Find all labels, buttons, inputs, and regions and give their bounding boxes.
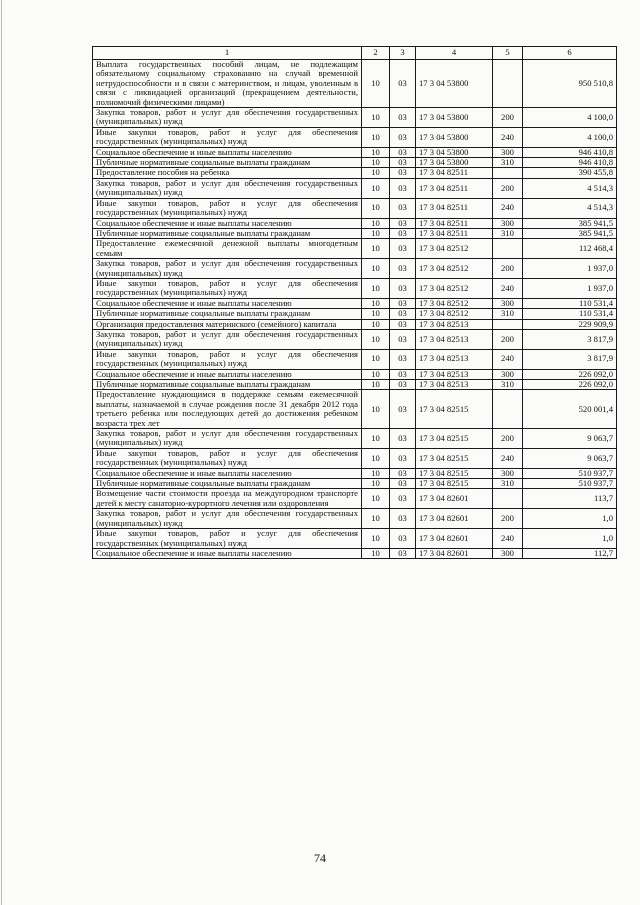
table-row (93, 178, 617, 198)
row-target-code: 17 3 04 82512 (416, 239, 493, 259)
row-expense-type: 240 (493, 127, 523, 147)
row-target-code: 17 3 04 82513 (416, 349, 493, 369)
budget-table (92, 46, 617, 559)
row-amount: 3 817,9 (523, 349, 617, 369)
table-row (93, 479, 617, 489)
row-expense-type: 240 (493, 349, 523, 369)
row-section-code: 10 (362, 349, 390, 369)
row-amount: 520 001,4 (523, 390, 617, 429)
row-description: Иные закупки товаров, работ и услуг для обеспечения государственных (муниципальных) нужд (93, 349, 362, 369)
row-target-code: 17 3 04 82601 (416, 509, 493, 529)
row-description: Закупка товаров, работ и услуг для обеспечения государственных (муниципальных) нужд (93, 329, 362, 349)
row-target-code: 17 3 04 82515 (416, 448, 493, 468)
row-target-code: 17 3 04 53800 (416, 127, 493, 147)
header-col-1: 1 (93, 47, 362, 60)
scan-edge-line (1, 0, 2, 905)
row-subsection-code: 03 (390, 468, 416, 478)
row-section-code: 10 (362, 548, 390, 558)
row-description: Закупка товаров, работ и услуг для обеспечения государственных (муниципальных) нужд (93, 509, 362, 529)
row-amount: 510 937,7 (523, 479, 617, 489)
row-description: Публичные нормативные социальные выплаты гражданам (93, 479, 362, 489)
row-target-code: 17 3 04 82511 (416, 228, 493, 238)
row-subsection-code: 03 (390, 349, 416, 369)
row-target-code: 17 3 04 53800 (416, 147, 493, 157)
row-target-code: 17 3 04 82515 (416, 479, 493, 489)
table-row (93, 369, 617, 379)
row-expense-type (493, 239, 523, 259)
row-subsection-code: 03 (390, 429, 416, 449)
row-description: Закупка товаров, работ и услуг для обеспечения государственных (муниципальных) нужд (93, 178, 362, 198)
row-subsection-code: 03 (390, 108, 416, 128)
table-row (93, 168, 617, 178)
row-target-code: 17 3 04 82513 (416, 380, 493, 390)
row-section-code: 10 (362, 309, 390, 319)
row-section-code: 10 (362, 298, 390, 308)
header-col-2: 2 (362, 47, 390, 60)
row-target-code: 17 3 04 82511 (416, 178, 493, 198)
row-target-code: 17 3 04 82601 (416, 529, 493, 549)
row-subsection-code: 03 (390, 278, 416, 298)
row-description: Социальное обеспечение и иные выплаты населению (93, 548, 362, 558)
row-amount: 946 410,8 (523, 147, 617, 157)
row-subsection-code: 03 (390, 198, 416, 218)
row-amount: 3 817,9 (523, 329, 617, 349)
row-description: Выплата государственных пособий лицам, не подлежащим обязательному социальному страхованию на случай временной нетрудоспособности и в связи с материнством, и лицам, уволенным в связи с ликвидацией организаций (прекращением деятельности, полномочий физическими лицами) (93, 60, 362, 108)
row-description: Иные закупки товаров, работ и услуг для обеспечения государственных (муниципальных) нужд (93, 529, 362, 549)
row-amount: 1,0 (523, 509, 617, 529)
row-section-code: 10 (362, 60, 390, 108)
row-expense-type: 300 (493, 147, 523, 157)
row-amount: 9 063,7 (523, 429, 617, 449)
row-amount: 385 941,5 (523, 228, 617, 238)
row-target-code: 17 3 04 82513 (416, 319, 493, 329)
row-expense-type (493, 390, 523, 429)
table-row (93, 548, 617, 558)
row-subsection-code: 03 (390, 390, 416, 429)
row-section-code: 10 (362, 489, 390, 509)
row-expense-type: 240 (493, 198, 523, 218)
row-description: Социальное обеспечение и иные выплаты населению (93, 468, 362, 478)
row-target-code: 17 3 04 82515 (416, 429, 493, 449)
row-amount: 385 941,5 (523, 218, 617, 228)
row-expense-type: 310 (493, 309, 523, 319)
row-amount: 390 455,8 (523, 168, 617, 178)
row-subsection-code: 03 (390, 239, 416, 259)
row-section-code: 10 (362, 509, 390, 529)
row-expense-type: 200 (493, 509, 523, 529)
row-expense-type (493, 168, 523, 178)
row-subsection-code: 03 (390, 228, 416, 238)
table-row (93, 239, 617, 259)
row-subsection-code: 03 (390, 529, 416, 549)
row-target-code: 17 3 04 82511 (416, 198, 493, 218)
row-section-code: 10 (362, 228, 390, 238)
row-expense-type: 310 (493, 228, 523, 238)
row-subsection-code: 03 (390, 158, 416, 168)
table-row (93, 127, 617, 147)
row-amount: 950 510,8 (523, 60, 617, 108)
row-description: Социальное обеспечение и иные выплаты населению (93, 147, 362, 157)
row-expense-type: 300 (493, 298, 523, 308)
header-col-3: 3 (390, 47, 416, 60)
table-row (93, 108, 617, 128)
row-target-code: 17 3 04 82512 (416, 278, 493, 298)
row-expense-type: 310 (493, 158, 523, 168)
row-description: Иные закупки товаров, работ и услуг для обеспечения государственных (муниципальных) нужд (93, 448, 362, 468)
row-section-code: 10 (362, 239, 390, 259)
row-subsection-code: 03 (390, 168, 416, 178)
table-header (93, 47, 617, 60)
row-section-code: 10 (362, 380, 390, 390)
row-target-code: 17 3 04 82601 (416, 489, 493, 509)
row-expense-type: 240 (493, 529, 523, 549)
row-target-code: 17 3 04 82515 (416, 390, 493, 429)
row-subsection-code: 03 (390, 147, 416, 157)
row-target-code: 17 3 04 82515 (416, 468, 493, 478)
row-target-code: 17 3 04 82512 (416, 259, 493, 279)
header-col-6: 6 (523, 47, 617, 60)
row-expense-type: 200 (493, 429, 523, 449)
table-row (93, 147, 617, 157)
row-expense-type (493, 319, 523, 329)
table-row (93, 390, 617, 429)
row-amount: 1 937,0 (523, 259, 617, 279)
row-expense-type: 240 (493, 278, 523, 298)
row-amount: 110 531,4 (523, 309, 617, 319)
row-description: Закупка товаров, работ и услуг для обеспечения государственных (муниципальных) нужд (93, 429, 362, 449)
table-row (93, 448, 617, 468)
row-amount: 4 514,3 (523, 198, 617, 218)
row-description: Организация предоставления материнского (семейного) капитала (93, 319, 362, 329)
row-section-code: 10 (362, 178, 390, 198)
row-target-code: 17 3 04 82601 (416, 548, 493, 558)
row-subsection-code: 03 (390, 380, 416, 390)
row-expense-type (493, 489, 523, 509)
row-expense-type: 310 (493, 479, 523, 489)
table-row (93, 468, 617, 478)
row-section-code: 10 (362, 168, 390, 178)
row-expense-type: 240 (493, 448, 523, 468)
row-subsection-code: 03 (390, 60, 416, 108)
row-amount: 1 937,0 (523, 278, 617, 298)
row-description: Публичные нормативные социальные выплаты гражданам (93, 380, 362, 390)
row-section-code: 10 (362, 369, 390, 379)
table-row (93, 228, 617, 238)
row-target-code: 17 3 04 53800 (416, 108, 493, 128)
row-expense-type: 200 (493, 329, 523, 349)
row-description: Публичные нормативные социальные выплаты гражданам (93, 158, 362, 168)
table-row (93, 259, 617, 279)
row-amount: 226 092,0 (523, 380, 617, 390)
row-section-code: 10 (362, 329, 390, 349)
row-subsection-code: 03 (390, 329, 416, 349)
row-amount: 113,7 (523, 489, 617, 509)
row-section-code: 10 (362, 158, 390, 168)
row-subsection-code: 03 (390, 448, 416, 468)
row-section-code: 10 (362, 319, 390, 329)
row-subsection-code: 03 (390, 298, 416, 308)
table-row (93, 218, 617, 228)
row-target-code: 17 3 04 82512 (416, 309, 493, 319)
row-target-code: 17 3 04 53800 (416, 60, 493, 108)
row-subsection-code: 03 (390, 479, 416, 489)
row-section-code: 10 (362, 429, 390, 449)
row-subsection-code: 03 (390, 309, 416, 319)
row-amount: 110 531,4 (523, 298, 617, 308)
row-description: Социальное обеспечение и иные выплаты населению (93, 218, 362, 228)
row-subsection-code: 03 (390, 259, 416, 279)
row-subsection-code: 03 (390, 509, 416, 529)
row-description: Предоставление пособия на ребенка (93, 168, 362, 178)
row-description: Возмещение части стоимости проезда на междугородном транспорте детей к месту санаторно-курортного лечения или оздоровления (93, 489, 362, 509)
table-row (93, 489, 617, 509)
table-row (93, 298, 617, 308)
row-amount: 4 100,0 (523, 127, 617, 147)
row-subsection-code: 03 (390, 127, 416, 147)
row-expense-type: 200 (493, 108, 523, 128)
row-description: Иные закупки товаров, работ и услуг для обеспечения государственных (муниципальных) нужд (93, 278, 362, 298)
row-description: Публичные нормативные социальные выплаты гражданам (93, 309, 362, 319)
row-subsection-code: 03 (390, 489, 416, 509)
table-row (93, 278, 617, 298)
row-section-code: 10 (362, 198, 390, 218)
row-description: Закупка товаров, работ и услуг для обеспечения государственных (муниципальных) нужд (93, 108, 362, 128)
row-target-code: 17 3 04 82512 (416, 298, 493, 308)
table-row (93, 509, 617, 529)
row-section-code: 10 (362, 127, 390, 147)
row-description: Предоставление ежемесячной денежной выплаты многодетным семьям (93, 239, 362, 259)
row-subsection-code: 03 (390, 178, 416, 198)
row-amount: 1,0 (523, 529, 617, 549)
header-col-5: 5 (493, 47, 523, 60)
table-row (93, 529, 617, 549)
row-amount: 229 909,9 (523, 319, 617, 329)
row-target-code: 17 3 04 82511 (416, 168, 493, 178)
table-row (93, 380, 617, 390)
row-amount: 510 937,7 (523, 468, 617, 478)
row-description: Социальное обеспечение и иные выплаты населению (93, 369, 362, 379)
row-description: Иные закупки товаров, работ и услуг для обеспечения государственных (муниципальных) нужд (93, 198, 362, 218)
row-target-code: 17 3 04 82511 (416, 218, 493, 228)
row-section-code: 10 (362, 108, 390, 128)
row-description: Социальное обеспечение и иные выплаты населению (93, 298, 362, 308)
row-amount: 112,7 (523, 548, 617, 558)
row-target-code: 17 3 04 53800 (416, 158, 493, 168)
header-col-4: 4 (416, 47, 493, 60)
row-expense-type: 200 (493, 178, 523, 198)
row-section-code: 10 (362, 278, 390, 298)
table-row (93, 349, 617, 369)
row-section-code: 10 (362, 390, 390, 429)
row-amount: 226 092,0 (523, 369, 617, 379)
row-expense-type: 200 (493, 259, 523, 279)
header-row (93, 47, 617, 60)
row-subsection-code: 03 (390, 369, 416, 379)
row-expense-type: 300 (493, 369, 523, 379)
row-subsection-code: 03 (390, 548, 416, 558)
table-row (93, 198, 617, 218)
row-amount: 4 100,0 (523, 108, 617, 128)
row-section-code: 10 (362, 448, 390, 468)
row-expense-type: 300 (493, 468, 523, 478)
row-target-code: 17 3 04 82513 (416, 369, 493, 379)
row-amount: 9 063,7 (523, 448, 617, 468)
row-expense-type (493, 60, 523, 108)
row-section-code: 10 (362, 218, 390, 228)
table-row (93, 329, 617, 349)
row-subsection-code: 03 (390, 218, 416, 228)
table-row (93, 319, 617, 329)
row-target-code: 17 3 04 82513 (416, 329, 493, 349)
row-expense-type: 300 (493, 218, 523, 228)
row-section-code: 10 (362, 529, 390, 549)
row-description: Предоставление нуждающимся в поддержке семьям ежемесячной выплаты, назначаемой в случае рождения после 31 декабря 2012 года третьего ребенка или последующих детей до достижения ребенком возраста трех лет (93, 390, 362, 429)
table-body (93, 60, 617, 559)
row-amount: 112 468,4 (523, 239, 617, 259)
row-subsection-code: 03 (390, 319, 416, 329)
row-description: Закупка товаров, работ и услуг для обеспечения государственных (муниципальных) нужд (93, 259, 362, 279)
row-section-code: 10 (362, 147, 390, 157)
row-description: Публичные нормативные социальные выплаты гражданам (93, 228, 362, 238)
table-row (93, 309, 617, 319)
table-row (93, 158, 617, 168)
row-section-code: 10 (362, 259, 390, 279)
row-section-code: 10 (362, 468, 390, 478)
row-expense-type: 300 (493, 548, 523, 558)
row-description: Иные закупки товаров, работ и услуг для обеспечения государственных (муниципальных) нужд (93, 127, 362, 147)
table-row (93, 429, 617, 449)
row-section-code: 10 (362, 479, 390, 489)
page-number: 74 (314, 851, 326, 865)
row-expense-type: 310 (493, 380, 523, 390)
table-row (93, 60, 617, 108)
row-amount: 946 410,8 (523, 158, 617, 168)
row-amount: 4 514,3 (523, 178, 617, 198)
